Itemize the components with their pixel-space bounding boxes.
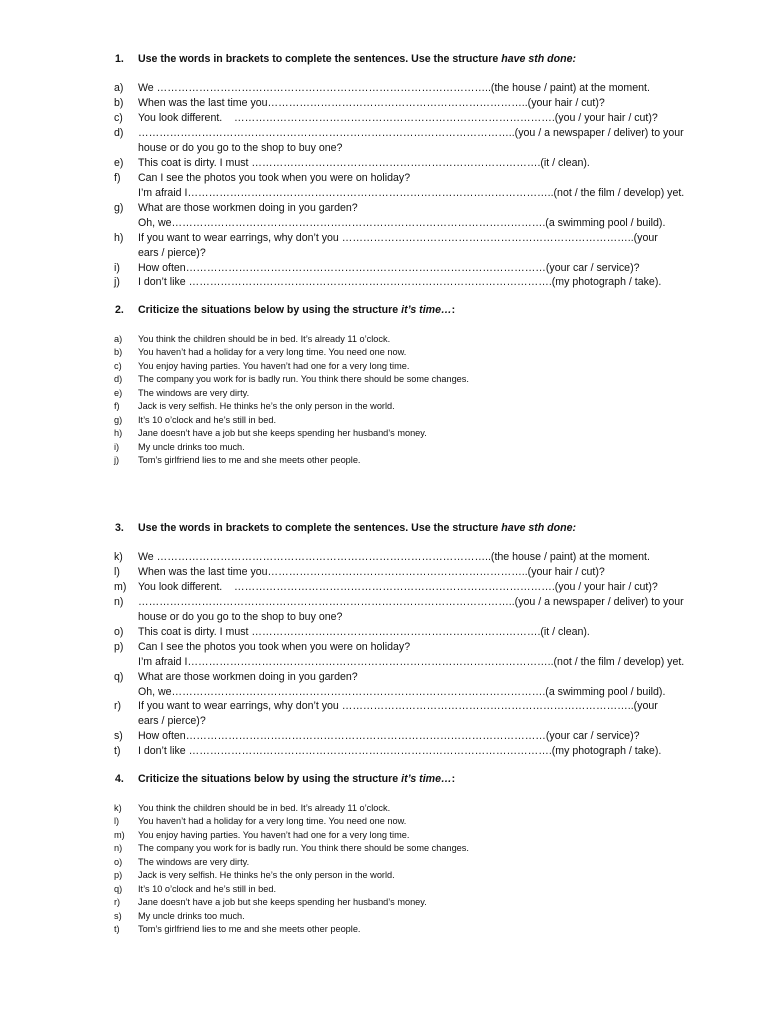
section-4-heading: 4. Criticize the situations below by using the structure it’s time…:: [115, 773, 456, 785]
situation-item: h) Jane doesn’t have a job but she keeps spending her husband’s money.: [114, 428, 427, 438]
situation-item: o) The windows are very dirty.: [114, 857, 250, 867]
section-title: Criticize the situations below by using the structure: [138, 304, 402, 316]
situation-item: m) You enjoy having parties. You haven’t had one for a very long time.: [114, 830, 410, 840]
situation-item: p) Jack is very selfish. He thinks he’s the only person in the world.: [114, 870, 395, 880]
section-title-emphasis: it’s time…: [401, 304, 452, 316]
situation-item: a) You think the children should be in bed. It’s already 11 o’clock.: [114, 334, 391, 344]
situation-item: l) You haven’t had a holiday for a very long time. You need one now.: [114, 816, 407, 826]
situation-item: d) The company you work for is badly run. You think there should be some changes.: [114, 374, 469, 384]
section-number: 3.: [115, 522, 124, 534]
situation-item: t) Tom’s girlfriend lies to me and she meets other people.: [114, 924, 361, 934]
situation-item: j) Tom’s girlfriend lies to me and she meets other people.: [114, 455, 361, 465]
situation-item: c) You enjoy having parties. You haven’t had one for a very long time.: [114, 361, 410, 371]
section-number: 1.: [115, 53, 124, 65]
section-title: Criticize the situations below by using the structure: [138, 773, 402, 785]
section-title: Use the words in brackets to complete the sentences. Use the structure: [138, 522, 502, 534]
situation-item: e) The windows are very dirty.: [114, 388, 250, 398]
situation-item: s) My uncle drinks too much.: [114, 911, 245, 921]
worksheet-page: 1. Use the words in brackets to complete the sentences. Use the structure have sth done: a) We …………………………………………………………………………………..(the house / paint) at the moment. b) When was the last time you………………………………………………………………..(your hair / cut)? c) You look different. ……………………………………………………………………………….(you / your hair / cut)? d) ……………………………………………………………………………………………..(you / a newspaper / deliver) to your house or do you go to the shop to buy one? e) This coat is dirty. I must ……………………………………………………………………….(it / clean). f) Can I see the photos you took when you were on holiday? I’m afraid I…………………………………………………………………………………………..(not / the film / develop) yet. g) What are those workmen doing in you garden? Oh, we…………………………………………………………………………………………….(a swimming pool / build). h) If you want to wear earrings, why don’t you ………………………………………………………………………..(your ears / pierce)? i) How often…………………………………………………………………………………………(your car / service)? j) I don’t like ………………………………………………………………………………………….(my photograph / take). 2. Criticize the situations below by using the structure it’s time…: a) You think the children should be in bed. It’s already 11 o’clock. b) You haven’t had a holiday for a very long time. You need one now. c) You enjoy having parties. You haven’t had one for a very long time. d) The company you work for is badly run. You think there should be some changes. e) The windows are very dirty. f) Jack is very selfish. He thinks he’s the only person in the world. g) It’s 10 o’clock and he’s still in bed. h) Jane doesn’t have a job but she keeps spending her husband’s money. i) My uncle drinks too much. j) Tom’s girlfriend lies to me and she meets other people. 3. Use the words in brackets to complete the sentences. Use the structure have sth done: k) We …………………………………………………………………………………..(the house / paint) at the moment. l) When was the last time you………………………………………………………………..(your hair / cut)? m) You look different. ……………………………………………………………………………….(you / your hair / cut)? n) ……………………………………………………………………………………………..(you / a newspaper / deliver) to your house or do you go to the shop to buy one? o) This coat is dirty. I must ……………………………………………………………………….(it / clean). p) Can I see the photos you took when you were on holiday? I’m afraid I…………………………………………………………………………………………..(not / the film / develop) yet. q) What are those workmen doing in you garden? Oh, we…………………………………………………………………………………………….(a swimming pool / build). r) If you want to wear earrings, why don’t you ………………………………………………………………………..(your ears / pierce)? s) How often…………………………………………………………………………………………(your car / service)? t) I don’t like ………………………………………………………………………………………….(my photograph / take). 4. Criticize the situations below by using the structure it’s time…: k) You think the children should be in bed. It’s already 11 o’clock. l) You haven’t had a holiday for a very long time. You need one now. m) You enjoy having parties. You haven’t had one for a very long time. n) The company you work for is badly run. You think there should be some changes. o) The windows are very dirty. p) Jack is very selfish. He thinks he’s the only person in the world. q) It’s 10 o’clock and he’s still in bed. r) Jane doesn’t have a job but she keeps spending her husband’s money. s) My uncle drinks too much. t) Tom’s girlfriend lies to me and she meets other people.: [0, 0, 768, 1024]
situation-item: r) Jane doesn’t have a job but she keeps spending her husband’s money.: [114, 897, 427, 907]
situation-item: q) It’s 10 o’clock and he’s still in bed.: [114, 884, 277, 894]
situation-item: f) Jack is very selfish. He thinks he’s the only person in the world.: [114, 401, 395, 411]
section-3-heading: [115, 522, 576, 534]
section-title-emphasis: have sth done:: [501, 53, 577, 65]
section-title-emphasis: have sth done:: [501, 522, 577, 534]
section-number: 2.: [115, 304, 124, 316]
situation-item: k) You think the children should be in bed. It’s already 11 o’clock.: [114, 803, 391, 813]
situation-item: b) You haven’t had a holiday for a very long time. You need one now.: [114, 347, 407, 357]
section-title: Use the words in brackets to complete the sentences. Use the structure: [138, 53, 502, 65]
section-number: 4.: [115, 773, 124, 785]
section-1-heading: [115, 53, 576, 65]
situation-item: n) The company you work for is badly run. You think there should be some changes.: [114, 843, 469, 853]
section-title-emphasis: it’s time…: [401, 773, 452, 785]
section-2-heading: 2. Criticize the situations below by using the structure it’s time…:: [115, 304, 456, 316]
situation-item: i) My uncle drinks too much.: [114, 442, 245, 452]
situation-item: g) It’s 10 o’clock and he’s still in bed.: [114, 415, 277, 425]
